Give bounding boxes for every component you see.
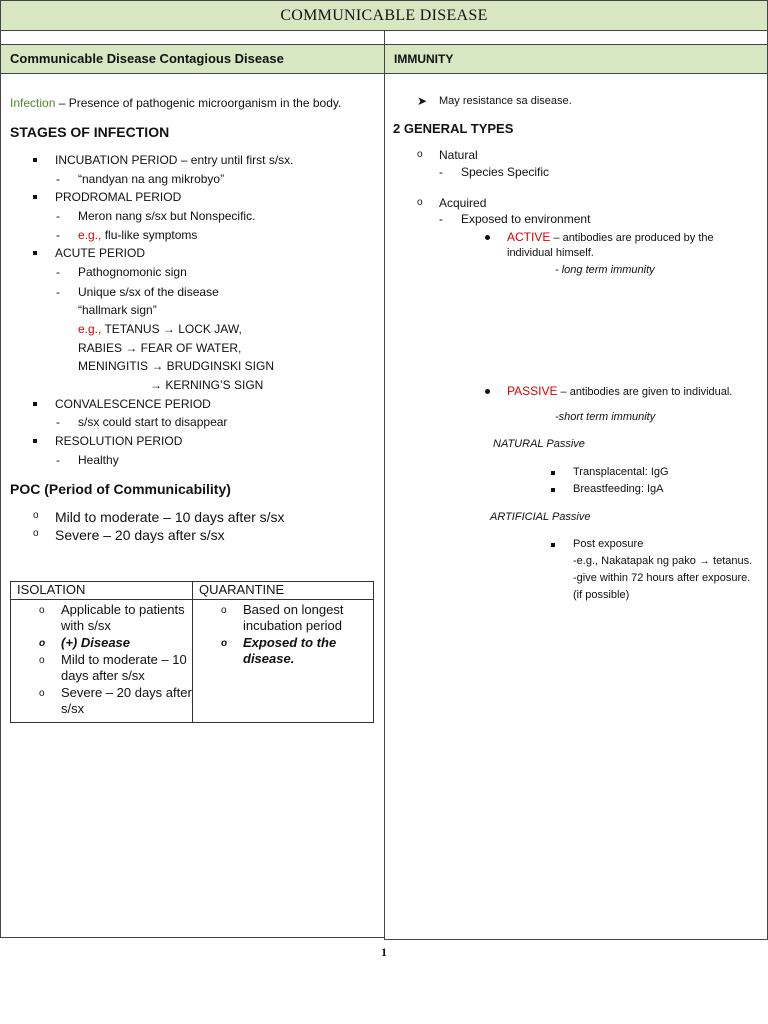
- prodromal-period: PRODROMAL PERIOD: [55, 190, 182, 204]
- acute-period: ACUTE PERIOD: [55, 246, 146, 260]
- passive-label: PASSIVE: [507, 384, 558, 398]
- prodromal-example-text: flu-like symptoms: [101, 228, 198, 242]
- artificial-passive-note: (if possible): [573, 589, 630, 601]
- acute-example-text: TETANUS → LOCK JAW,: [101, 322, 242, 336]
- prodromal-example: [78, 228, 197, 242]
- natural-passive-item: Breastfeeding: IgA: [573, 483, 664, 495]
- artificial-passive-item: Post exposure: [573, 538, 644, 550]
- types-heading: 2 GENERAL TYPES: [393, 121, 514, 136]
- immunity-intro-text: May resistance sa disease.: [439, 95, 572, 107]
- active-immunity: [507, 230, 714, 244]
- isolation-cell: [11, 600, 193, 723]
- quarantine-header: QUARANTINE: [193, 582, 374, 600]
- isolation-item: o (+) Disease: [61, 635, 192, 651]
- acute-note-unique: - Unique s/sx of the disease: [78, 285, 219, 299]
- active-term: - long term immunity: [555, 264, 655, 276]
- incubation-period: INCUBATION PERIOD – entry until first s/sx.: [55, 153, 294, 167]
- acute-note-hallmark: “hallmark sign”: [78, 303, 157, 317]
- infection-definition: [10, 96, 341, 110]
- isolation-header: ISOLATION: [11, 582, 193, 600]
- prodromal-note: - Meron nang s/sx but Nonspecific.: [78, 209, 255, 223]
- convalescence-period: CONVALESCENCE PERIOD: [55, 397, 211, 411]
- acquired-note: - Exposed to environment: [461, 212, 590, 226]
- passive-def: – antibodies are given to individual.: [557, 386, 733, 398]
- artificial-passive-timing: -give within 72 hours after exposure.: [573, 572, 751, 584]
- natural-passive-heading: NATURAL Passive: [493, 438, 585, 450]
- isolation-quarantine-table: [10, 581, 374, 723]
- artificial-passive-example: -e.g., Nakatapak ng pako → tetanus.: [573, 555, 753, 567]
- natural-type: o Natural: [439, 148, 478, 162]
- passive-immunity: [507, 384, 732, 398]
- natural-note: - Species Specific: [461, 165, 549, 179]
- acute-example-4: → KERNING’S SIGN: [150, 378, 264, 392]
- arrow-bullet-icon: ➤: [417, 94, 428, 108]
- stages-heading: STAGES OF INFECTION: [10, 124, 170, 140]
- acute-example-1: [78, 322, 242, 336]
- active-def-cont: individual himself.: [507, 247, 594, 259]
- resolution-note: - Healthy: [78, 453, 119, 467]
- quarantine-item: o Exposed to the disease.: [243, 635, 373, 667]
- resolution-period: RESOLUTION PERIOD: [55, 434, 183, 448]
- natural-passive-item: Transplacental: IgG: [573, 466, 669, 478]
- active-def: – antibodies are produced by the: [550, 232, 714, 244]
- right-column-header: IMMUNITY: [384, 44, 768, 74]
- infection-term: Infection: [10, 96, 56, 110]
- acute-example-2: RABIES → FEAR OF WATER,: [78, 341, 242, 355]
- page-title: COMMUNICABLE DISEASE: [0, 0, 768, 31]
- infection-def: – Presence of pathogenic microorganism in the body.: [55, 96, 342, 110]
- isolation-item: o Mild to moderate – 10 days after s/sx: [61, 652, 192, 684]
- incubation-note: - “nandyan na ang mikrobyo”: [78, 172, 224, 186]
- acute-example-3: MENINGITIS → BRUDGINSKI SIGN: [78, 359, 275, 373]
- eg-label: e.g.,: [78, 228, 102, 242]
- passive-term: -short term immunity: [555, 411, 656, 423]
- poc-item-severe: o Severe – 20 days after s/sx: [55, 527, 225, 543]
- left-column-header: Communicable Disease Contagious Disease: [0, 44, 385, 74]
- quarantine-item: o Based on longest incubation period: [243, 602, 373, 634]
- quarantine-cell: [193, 600, 374, 723]
- poc-heading: POC (Period of Communicability): [10, 481, 231, 497]
- isolation-item: o Severe – 20 days after s/sx: [61, 685, 192, 717]
- poc-item-mild: o Mild to moderate – 10 days after s/sx: [55, 509, 285, 525]
- convalescence-note: - s/sx could start to disappear: [78, 415, 227, 429]
- artificial-passive-heading: ARTIFICIAL Passive: [490, 511, 591, 523]
- immunity-intro: [417, 94, 572, 108]
- page-number: 1: [381, 945, 387, 959]
- acute-note-pathognomonic: - Pathognomonic sign: [78, 265, 187, 279]
- isolation-item: o Applicable to patients with s/sx: [61, 602, 192, 634]
- acquired-type: o Acquired: [439, 196, 486, 210]
- active-label: ACTIVE: [507, 230, 551, 244]
- eg-label: e.g.,: [78, 322, 102, 336]
